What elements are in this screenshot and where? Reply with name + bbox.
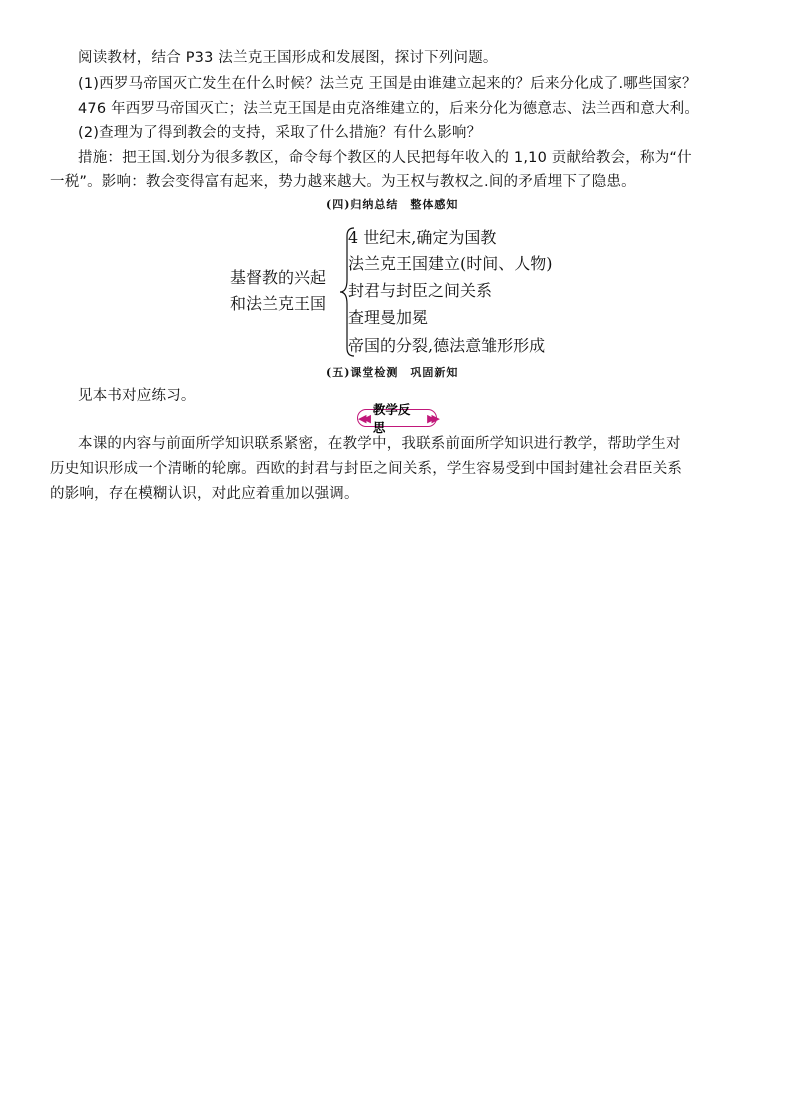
summary-diagram: [230, 226, 590, 358]
summary-topic-line-1: 基督教的兴起: [230, 268, 327, 287]
reflection-badge: [357, 402, 437, 435]
reflection-line-2: 历史知识形成一个清晰的轮廓。西欧的封君与封臣之间关系，学生容易受到中国封建社会君臣关系: [50, 461, 683, 477]
summary-branch-1: 4 世纪末,确定为国教: [348, 228, 497, 247]
double-chevron-right-icon: ▶▶: [427, 411, 436, 425]
summary-branch-5: 帝国的分裂,德法意雏形形成: [348, 336, 546, 355]
question-2: (2)查理为了得到教会的支持，采取了什么措施？有什么影响？: [78, 125, 482, 141]
answer-2-line-1: 措施：把王国.划分为很多教区，命令每个教区的人民把每年收入的 1,10 贡献给教会，称为“什: [78, 150, 692, 166]
question-1: (1)西罗马帝国灭亡发生在什么时候？法兰克 王国是由谁建立起来的？后来分化成了.哪些国家？: [78, 76, 697, 92]
double-chevron-left-icon: ◀◀: [358, 411, 367, 425]
answer-2-line-2: 一税”。影响：教会变得富有起来，势力越来越大。为王权与教权之.间的矛盾埋下了隐患。: [50, 174, 636, 190]
summary-branch-3: 封君与封臣之间关系: [348, 281, 493, 300]
reflection-line-3: 的影响，存在模糊认识，对此应着重加以强调。: [50, 486, 359, 502]
reflection-badge-label: 教学反思: [372, 402, 411, 435]
answer-1: 476 年西罗马帝国灭亡；法兰克王国是由克洛维建立的，后来分化为德意志、法兰西和意大利。: [78, 101, 700, 117]
section-5-heading: (五)课堂检测 巩固新知: [326, 366, 459, 379]
section-5-note: 见本书对应练习。: [78, 388, 196, 404]
reflection-line-1: 本课的内容与前面所学知识联系紧密，在教学中，我联系前面所学知识进行教学，帮助学生对: [78, 436, 681, 452]
reading-intro: 阅读教材，结合 P33 法兰克王国形成和发展图，探讨下列问题。: [78, 50, 498, 66]
section-4-heading: (四)归纳总结 整体感知: [326, 198, 459, 211]
summary-topic-line-2: 和法兰克王国: [230, 294, 327, 313]
summary-branch-4: 查理曼加冕: [348, 308, 429, 327]
summary-branch-2: 法兰克王国建立(时间、人物): [348, 254, 553, 273]
